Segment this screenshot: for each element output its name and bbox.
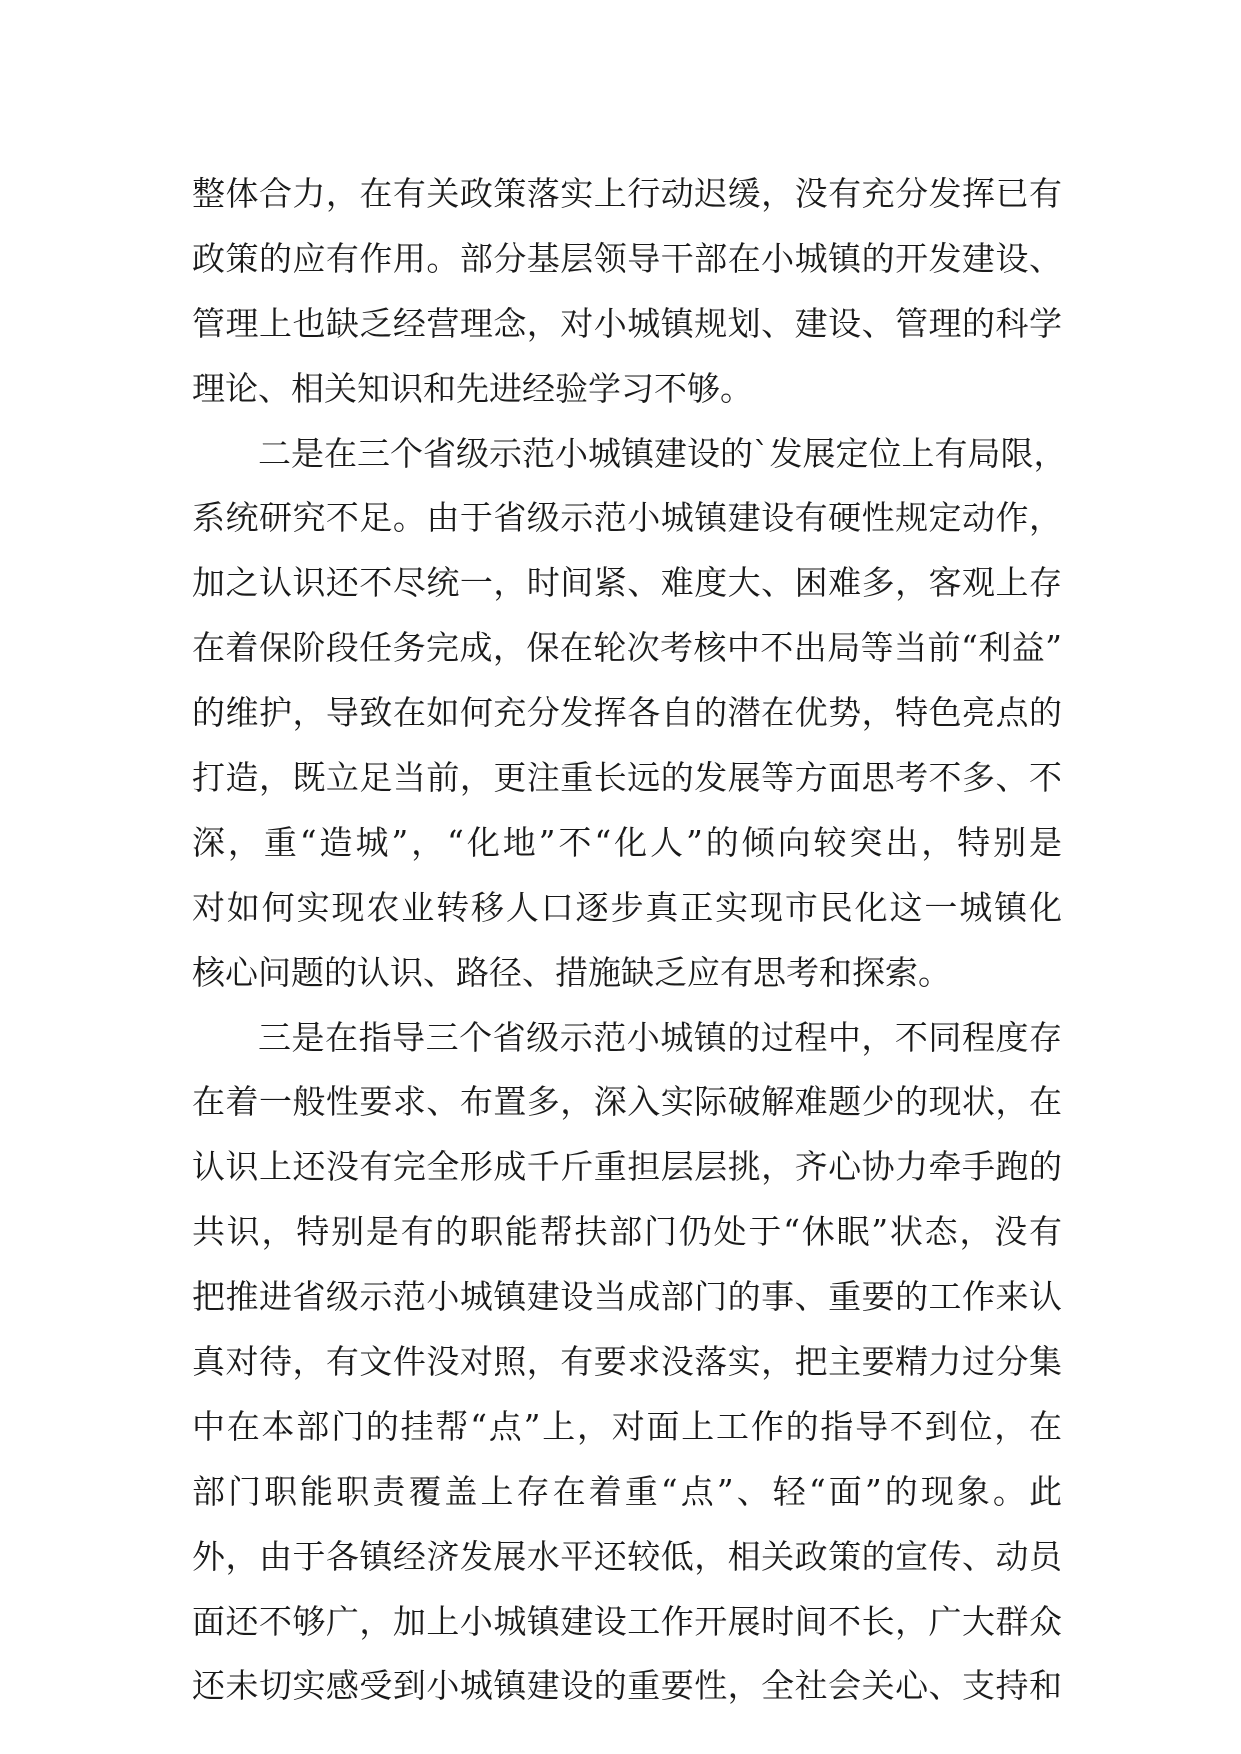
text-line: 把推进省级示范小城镇建设当成部门的事、重要的工作来认 (192, 1277, 1062, 1317)
text-line: 系统研究不足。由于省级示范小城镇建设有硬性规定动作， (192, 498, 1062, 538)
text-line: 认识上还没有完全形成千斤重担层层挑，齐心协力牵手跑的 (192, 1147, 1062, 1187)
text-line: 加之认识还不尽统一，时间紧、难度大、困难多，客观上存 (192, 563, 1062, 603)
text-line: 理论、相关知识和先进经验学习不够。 (192, 368, 753, 408)
body-text (192, 162, 1067, 1719)
text-line: 中在本部门的挂帮“点”上，对面上工作的指导不到位，在 (192, 1406, 1062, 1446)
text-line: 共识，特别是有的职能帮扶部门仍处于“休眠”状态，没有 (192, 1212, 1062, 1252)
text-line: 的维护，导致在如何充分发挥各自的潜在优势，特色亮点的 (192, 693, 1062, 733)
paragraph-start-line: 二是在三个省级示范小城镇建设的`发展定位上有局限， (258, 433, 1067, 473)
text-line: 整体合力，在有关政策落实上行动迟缓，没有充分发挥已有 (192, 174, 1062, 213)
text-line: 部门职能职责覆盖上存在着重“点”、轻“面”的现象。此 (192, 1471, 1062, 1511)
text-line: 深，重“造城”，“化地”不“化人”的倾向较突出，特别是 (192, 822, 1062, 862)
text-line: 还未切实感受到小城镇建设的重要性，全社会关心、支持和 (192, 1666, 1062, 1706)
text-line: 核心问题的认识、路径、措施缺乏应有思考和探索。 (192, 952, 951, 992)
text-line: 在着一般性要求、布置多，深入实际破解难题少的现状，在 (192, 1082, 1062, 1122)
text-line: 面还不够广，加上小城镇建设工作开展时间不长，广大群众 (192, 1601, 1062, 1641)
paragraph-start-line: 三是在指导三个省级示范小城镇的过程中，不同程度存 (258, 1017, 1062, 1057)
text-line: 管理上也缺乏经营理念，对小城镇规划、建设、管理的科学 (192, 303, 1062, 343)
text-line: 在着保阶段任务完成，保在轮次考核中不出局等当前“利益” (192, 628, 1062, 668)
text-line: 打造，既立足当前，更注重长远的发展等方面思考不多、不 (192, 758, 1062, 798)
text-line: 对如何实现农业转移人口逐步真正实现市民化这一城镇化 (192, 887, 1062, 927)
text-line: 外，由于各镇经济发展水平还较低，相关政策的宣传、动员 (192, 1536, 1062, 1576)
text-line: 真对待，有文件没对照，有要求没落实，把主要精力过分集 (192, 1342, 1062, 1382)
text-line: 政策的应有作用。部分基层领导干部在小城镇的开发建设、 (192, 238, 1062, 278)
